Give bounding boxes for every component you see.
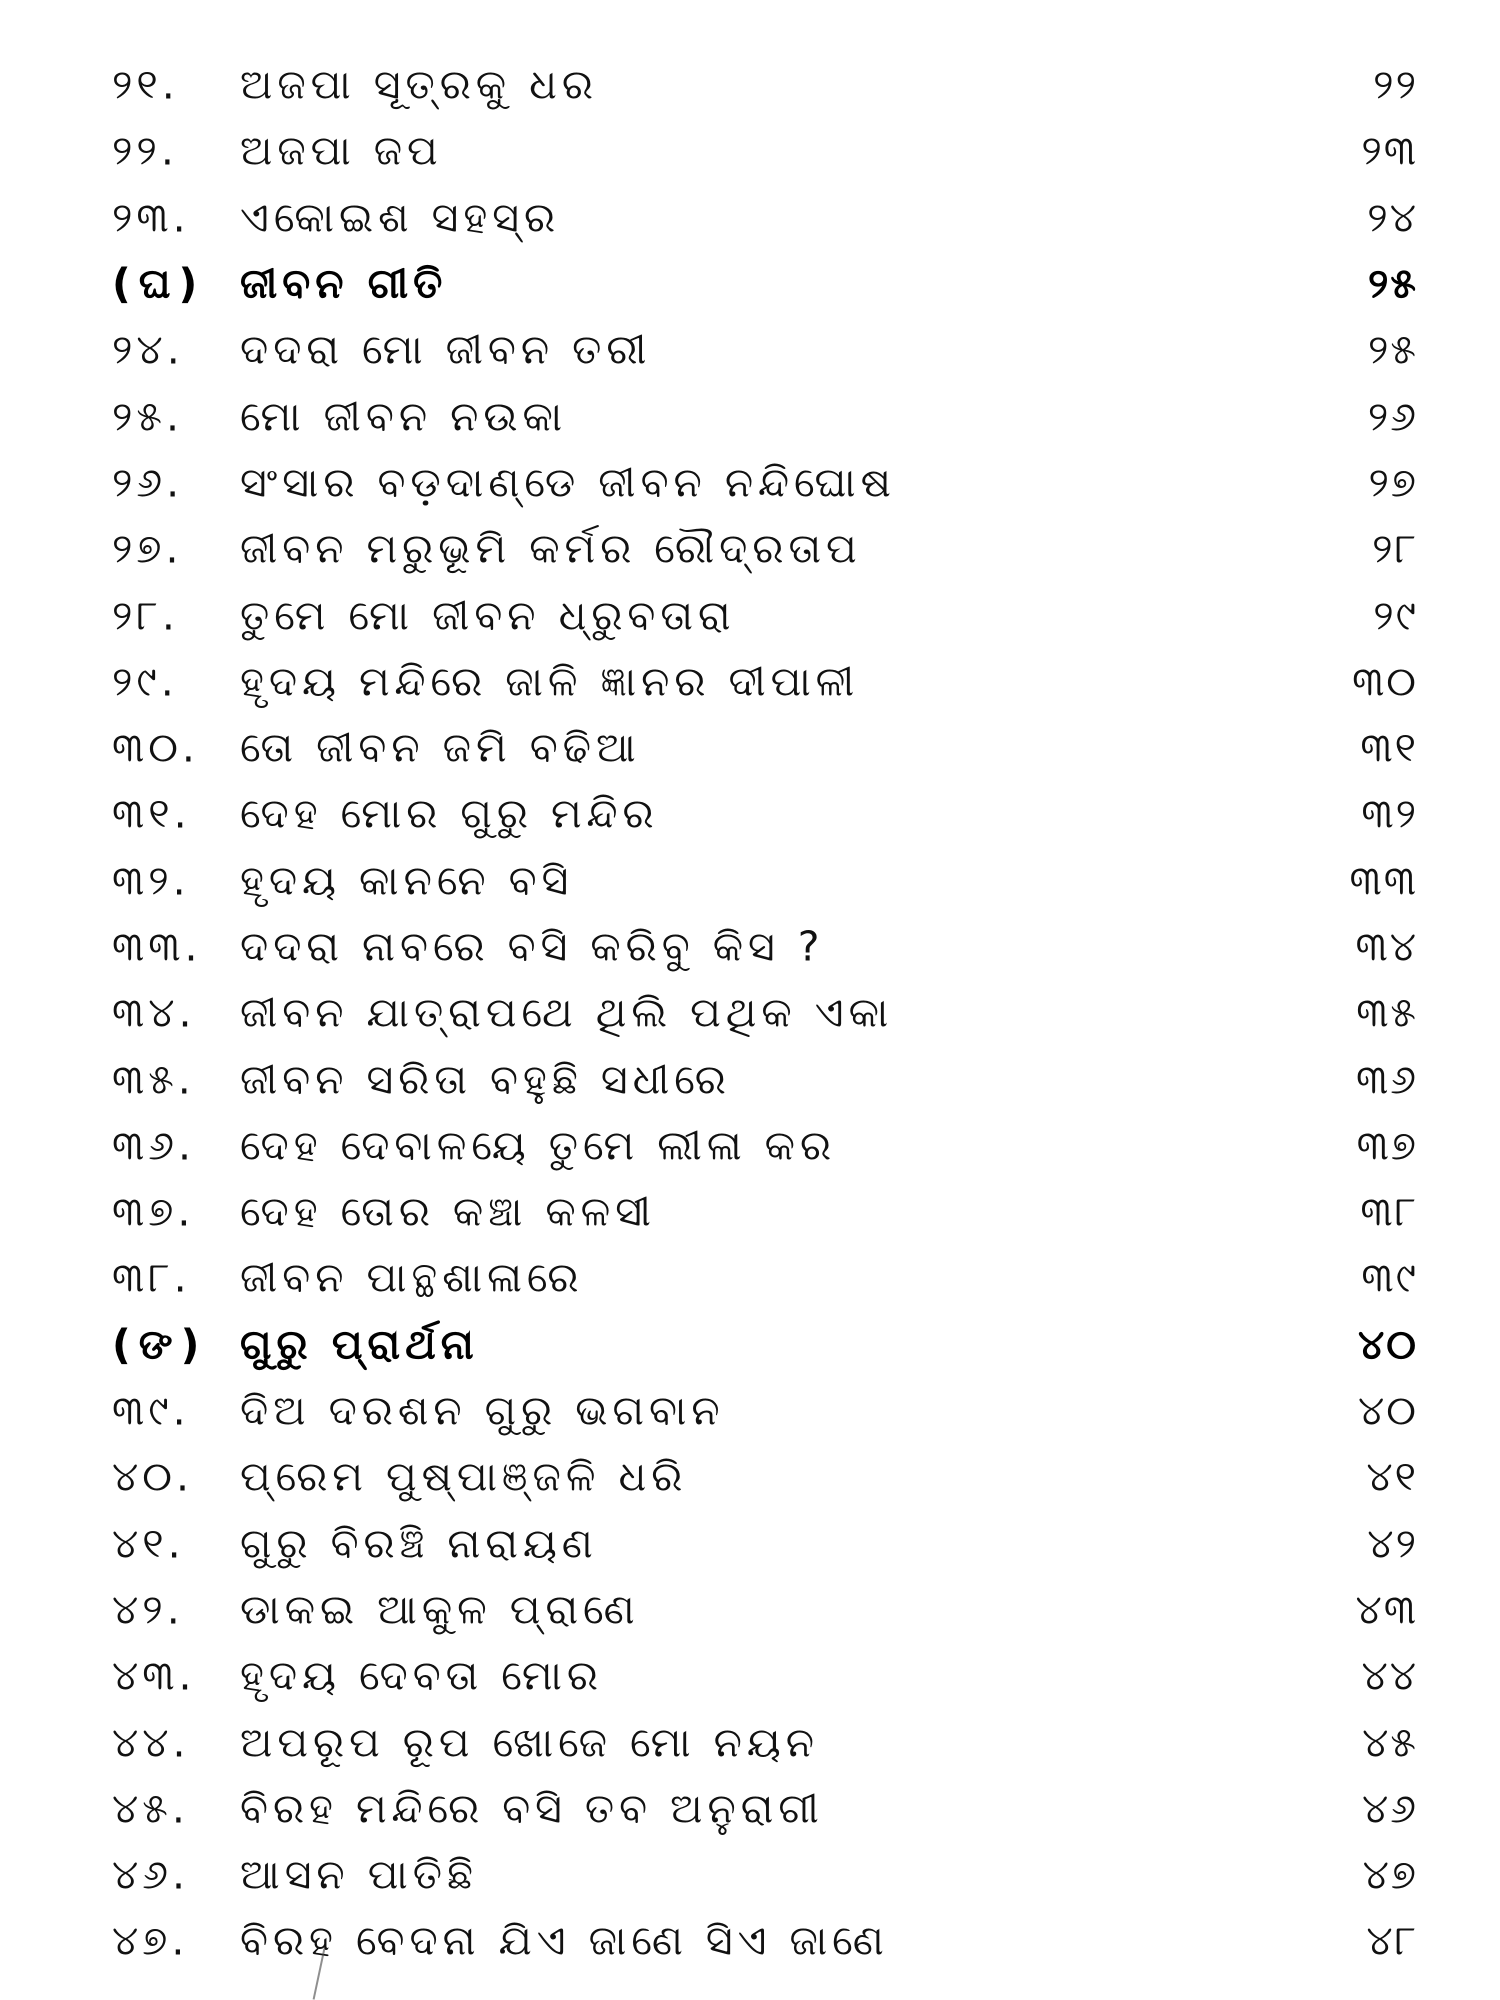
entry-title: ଜୀବନ ମରୁଭୂମି କର୍ମର ରୌଦ୍ରତାପ [240,524,862,573]
entry-title: ଜୀବନ ଯାତ୍ରାପଥେ ଥିଲି ପଥିକ ଏକା [240,988,894,1037]
page-number: ୪୩ [1355,1585,1418,1634]
page-number: ୩୨ [1361,789,1418,838]
page-number: ୩୯ [1361,1253,1418,1302]
section-heading [0,1312,1500,1378]
entry-number: ୩୧. [112,789,191,838]
entry-title: ବିରହ ମନ୍ଦିରେ ବସି ତବ ଅନୁରାଗୀ [240,1784,824,1833]
toc-entry [0,450,1500,516]
entry-title: ଅପରୂପ ରୂପ ଖୋଜେ ମୋ ନୟନ [240,1718,819,1767]
entry-title: ଡାକଇ ଆକୁଳ ପ୍ରାଣେ [240,1585,640,1634]
toc-entry [0,1511,1500,1577]
page-number: ୨୫ [1367,259,1418,308]
table-of-contents [0,52,1500,1975]
toc-entry [0,1046,1500,1112]
entry-title: ହୃଦୟ କାନନେ ବସି [240,856,574,905]
toc-entry [0,649,1500,715]
toc-entry [0,1378,1500,1444]
page-number: ୪୪ [1361,1651,1418,1700]
entry-number: ୨୯. [112,657,178,706]
section-title: ଗୁରୁ ପ୍ରାର୍ଥନା [240,1320,479,1369]
section-title: ଜୀବନ ଗୀତି [240,259,448,308]
page-number: ୪୧ [1366,1452,1418,1501]
toc-entry [0,781,1500,847]
section-heading [0,251,1500,317]
toc-entry [0,582,1500,648]
entry-title: ମୋ ଜୀବନ ନଉକା [240,392,568,441]
toc-entry [0,1179,1500,1245]
entry-number: ୩୪. [112,988,196,1037]
page-number: ୪୭ [1362,1850,1418,1899]
entry-title: ତୋ ଜୀବନ ଜମି ବଢିଆ [240,723,641,772]
entry-number: ୨୨. [112,126,178,175]
entry-title: ଜୀବନ ସରିତା ବହୁଛି ସଧୀରେ [240,1055,731,1104]
entry-number: ୪୦. [112,1452,193,1501]
toc-entry [0,317,1500,383]
entry-number: ୩୨. [112,856,190,905]
entry-number: ୪୪. [112,1718,190,1767]
toc-entry [0,1709,1500,1775]
entry-number: ୩୯. [112,1386,190,1435]
entry-number: ୩୫. [112,1055,195,1104]
page-number: ୪୦ [1358,1320,1418,1369]
entry-number: ୨୮. [112,591,179,640]
entry-title: ଦଦରା ମୋ ଜୀବନ ତରୀ [240,325,652,374]
page-number: ୨୩ [1361,126,1418,175]
toc-entry [0,1908,1500,1974]
entry-title: ଏକୋଇଶ ସହସ୍ର [240,193,561,242]
toc-entry [0,914,1500,980]
page-number: ୨୨ [1373,60,1418,109]
entry-number: ୨୫. [112,392,184,441]
page-number: ୩୭ [1356,1121,1418,1170]
entry-title: ତୁମେ ମୋ ଜୀବନ ଧ୍ରୁବତାରା [240,591,736,640]
entry-title: ଦେହ ଦେବାଳୟେ ତୁମେ ଲୀଳା କର [240,1121,837,1170]
toc-entry [0,980,1500,1046]
toc-entry [0,118,1500,184]
entry-title: ଆସନ ପାତିଛି [240,1850,478,1899]
page-number: ୩୮ [1360,1187,1418,1236]
entry-title: ସଂସାର ବଡ଼ଦାଣ୍ଡେ ଜୀବନ ନନ୍ଦିଘୋଷ [240,458,896,507]
page-number: ୨୬ [1367,392,1418,441]
toc-entry [0,1245,1500,1311]
page-number: ୪୫ [1362,1718,1418,1767]
page-number: ୨୭ [1368,458,1418,507]
entry-number: ୨୬. [112,458,184,507]
page-number: ୨୫ [1367,325,1418,374]
entry-title: ଦେହ ତୋର କଞ୍ଚା କଳସୀ [240,1187,656,1236]
page-number: ୨୪ [1367,193,1418,242]
page-number: ୪୦ [1358,1386,1418,1435]
entry-number: ୩୬. [112,1121,196,1170]
toc-entry [0,1776,1500,1842]
toc-entry [0,1577,1500,1643]
page-number: ୩୦ [1352,657,1418,706]
toc-entry [0,1444,1500,1510]
entry-number: ୪୬. [112,1850,190,1899]
toc-entry [0,848,1500,914]
page-number: ୩୫ [1356,988,1418,1037]
toc-entry [0,185,1500,251]
entry-number: ୨୭. [112,524,183,573]
toc-entry [0,1643,1500,1709]
entry-number: ୩୮. [112,1253,191,1302]
page-number: ୩୧ [1360,723,1418,772]
entry-title: ହୃଦୟ ମନ୍ଦିରେ ଜାଳି ଜ୍ଞାନର ଦୀପାଳୀ [240,657,860,706]
entry-number: ୨୪. [112,325,184,374]
page-number: ୪୬ [1361,1784,1418,1833]
page-number: ୩୩ [1349,856,1418,905]
entry-number: ୪୧. [112,1519,185,1568]
toc-entry [0,715,1500,781]
entry-number: ୪୭. [112,1916,189,1965]
toc-entry [0,516,1500,582]
page-number: ୨୯ [1373,591,1418,640]
entry-number: ୨୩. [112,193,190,242]
entry-title: ପ୍ରେମ ପୁଷ୍ପାଞ୍ଜଳି ଧରି [240,1452,688,1501]
entry-title: ଦେହ ମୋର ଗୁରୁ ମନ୍ଦିର [240,789,659,838]
section-label: (ଙ) [112,1320,208,1369]
entry-title: ଦଦରା ନାବରେ ବସି କରିବୁ କିସ ? [240,922,825,971]
entry-title: ଅଜପା ସୂତ୍ରକୁ ଧର [240,60,598,109]
entry-number: ୪୨. [112,1585,184,1634]
entry-number: ୪୩. [112,1651,196,1700]
page-number: ୩୬ [1356,1055,1418,1104]
entry-title: ହୃଦୟ ଦେବତା ମୋର [240,1651,603,1700]
entry-title: ଅଜପା ଜପ [240,126,443,175]
entry-number: ୩୭. [112,1187,195,1236]
entry-number: ୪୫. [112,1784,189,1833]
toc-entry [0,1113,1500,1179]
entry-title: ଜୀବନ ପାନ୍ଥଶାଳାରେ [240,1253,584,1302]
entry-number: ୩୦. [112,723,199,772]
page-number: ୪୨ [1367,1519,1418,1568]
entry-title: ଗୁରୁ ବିରଞ୍ଚି ନାରାୟଣ [240,1519,598,1568]
section-label: (ଘ) [112,259,206,308]
toc-entry [0,52,1500,118]
entry-number: ୨୧. [112,60,179,109]
entry-number: ୩୩. [112,922,202,971]
toc-entry [0,1842,1500,1908]
page-number: ୩୪ [1355,922,1418,971]
entry-title: ଦିଅ ଦରଶନ ଗୁରୁ ଭଗବାନ [240,1386,725,1435]
page-number: ୪୮ [1366,1916,1418,1965]
toc-entry [0,383,1500,449]
page-number: ୨୮ [1372,524,1418,573]
entry-title: ବିରହ ବେଦନା ଯିଏ ଜାଣେ ସିଏ ଜାଣେ [240,1916,889,1965]
